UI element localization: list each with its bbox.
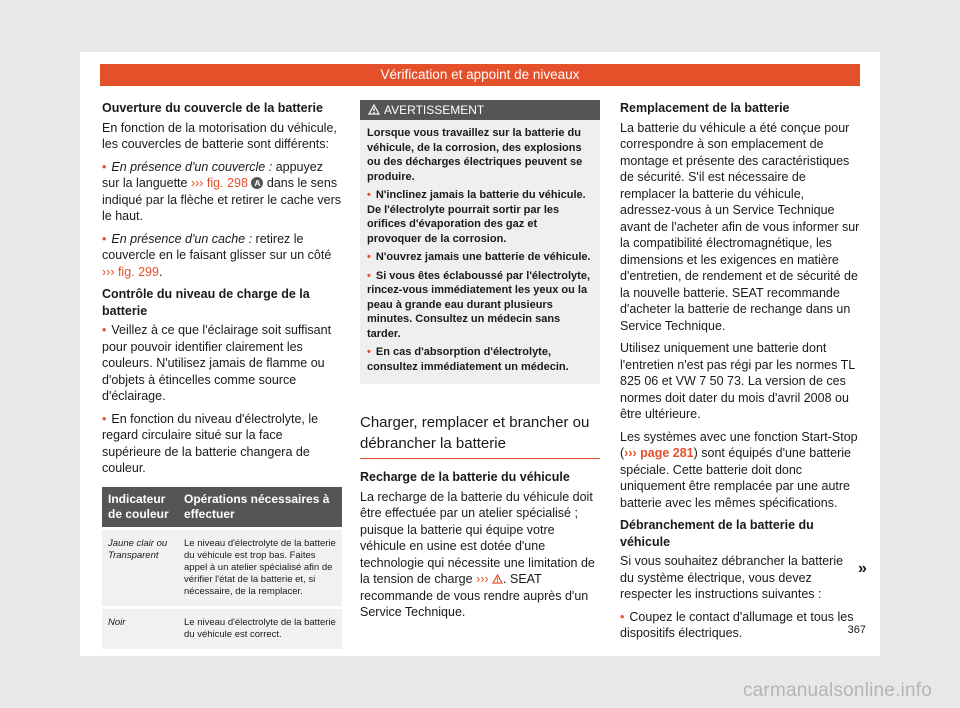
heading-open-cover: Ouverture du couvercle de la batterie (102, 101, 323, 115)
warning-title: AVERTISSEMENT (384, 103, 485, 117)
warning-triangle-icon (492, 574, 503, 584)
fig-298-link[interactable]: ››› fig. 298 (190, 176, 248, 190)
recharge-paragraph: La recharge de la batterie du véhicule doit être effectuée par un atelier spécialisé ; puisque la batterie qui équipe votre véhicule en usine est dotée d'une technologie qui nécessite une limitation de la tension de charge ››› . SEAT recommande de vous rendre auprès d'un Service Technique. (360, 489, 595, 619)
table-header-cell: Indicateur de couleur (102, 487, 178, 529)
watermark: carmanualsonline.info (742, 680, 932, 701)
page-header: Vérification et appoint de niveaux (100, 64, 860, 86)
page-number: 367 (847, 624, 866, 636)
warning-bullet: • N'ouvrez jamais une batterie de véhicule. (360, 250, 600, 265)
intro-paragraph: En fonction de la motorisation du véhicule, les couvercles de batterie sont différents: (102, 120, 337, 151)
fig-299-link[interactable]: ››› fig. 299 (102, 264, 159, 279)
table-cell-level: Noir (102, 607, 178, 649)
warning-header (360, 100, 600, 120)
heading-disconnect: Débranchement de la batterie du véhicule (620, 518, 814, 549)
warning-box (360, 100, 600, 384)
section-title: Charger, remplacer et brancher ou débrancher la batterie (360, 412, 600, 459)
table-row (102, 528, 342, 607)
continue-mark: » (858, 560, 867, 577)
warning-bullet: • N'inclinez jamais la batterie du véhicule. De l'électrolyte pourrait sortir par les orifices d'évaporation des gaz et provoquer de la corrosion. (360, 188, 600, 246)
heading-recharge: Recharge de la batterie du véhicule (360, 470, 570, 484)
bullet-lighting: • Veillez à ce que l'éclairage soit suffisant pour pouvoir identifier clairement les couleurs. N'utilisez jamais de flamme ou d'objets à étincelles comme source d'éclairage. (102, 322, 342, 405)
column-middle (360, 100, 600, 627)
warning-intro: Lorsque vous travaillez sur la batterie du véhicule, de la corrosion, des explosions ou des décharges électriques peuvent se produire. (367, 127, 583, 183)
page-281-link[interactable]: ››› page 281 (624, 446, 694, 460)
table-cell-action: Le niveau d'électrolyte de la batterie du véhicule est correct. (178, 607, 342, 649)
warning-triangle-icon (368, 104, 380, 115)
table-row (102, 607, 342, 649)
column-left (102, 100, 342, 649)
column-right (620, 100, 860, 648)
heading-charge-level: Contrôle du niveau de charge de la batterie (102, 287, 310, 318)
table-cell-level: Jaune clair ou Transparent (102, 528, 178, 607)
warning-link[interactable]: ››› (476, 572, 489, 586)
table-header-cell: Opérations nécessaires à effectuer (178, 487, 342, 529)
heading-replace: Remplacement de la batterie (620, 101, 790, 115)
norms-paragraph: Utilisez uniquement une batterie dont l'entretien n'est pas régi par les normes TL 825 06 et VW 7 50 73. La version de ces normes doit dater du mois d'avril 2008 ou être ultérieure. (620, 341, 855, 421)
warning-bullet: • Si vous êtes éclaboussé par l'électrolyte, rincez-vous immédiatement les yeux ou la peau à grande eau durant plusieurs minutes. Consultez un médecin sans tarder. (360, 269, 600, 342)
color-indicator-table (102, 487, 342, 649)
replace-paragraph: La batterie du véhicule a été conçue pour correspondre à son emplacement de montage et présente des caractéristiques de sécurité. S'il est nécessaire de remplacer la batterie du véhicule, adressez-vous à un Service Technique avant de l'acheter afin de vous informer sur la compatibilité électromagnétique, les dimensions et les exigences en matière d'entretien, de rendement et de sécurité de la nouvelle batterie. SEAT recommande d'acheter la batterie de rechange dans un Service Technique. (620, 120, 860, 333)
bullet-cover: • En présence d'un couvercle : appuyez sur la languette ››› fig. 298 A dans le sens indiqué par la flèche et retirer le cache vers le haut. (102, 159, 342, 225)
bullet-ignition: • Coupez le contact d'allumage et tous les dispositifs électriques. (620, 609, 860, 642)
manual-page (80, 52, 880, 656)
start-stop-paragraph: Les systèmes avec une fonction Start-Stop (››› page 281) sont équipés d'une batterie spéciale. Cette batterie doit donc uniquement être remplacée par une autre batterie avec les mêmes spécifications. (620, 429, 858, 510)
bullet-cache: • En présence d'un cache : retirez le couvercle en le faisant glisser sur un côté ››› fig. 299. (102, 231, 342, 281)
callout-a-badge: A (251, 177, 263, 189)
warning-bullet: • En cas d'absorption d'électrolyte, consultez immédiatement un médecin. (360, 345, 600, 374)
table-header-row (102, 487, 342, 529)
bullet-electrolyte-color: • En fonction du niveau d'électrolyte, le regard circulaire situé sur la face supérieure de la batterie changera de couleur. (102, 411, 342, 477)
disconnect-paragraph: Si vous souhaitez débrancher la batterie du système électrique, vous devez respecter les instructions suivantes : (620, 554, 844, 601)
table-cell-action: Le niveau d'électrolyte de la batterie du véhicule est trop bas. Faites appel à un atelier spécialisé afin de vérifier l'état de la batterie et, si nécessaire, de la remplacer. (178, 528, 342, 607)
